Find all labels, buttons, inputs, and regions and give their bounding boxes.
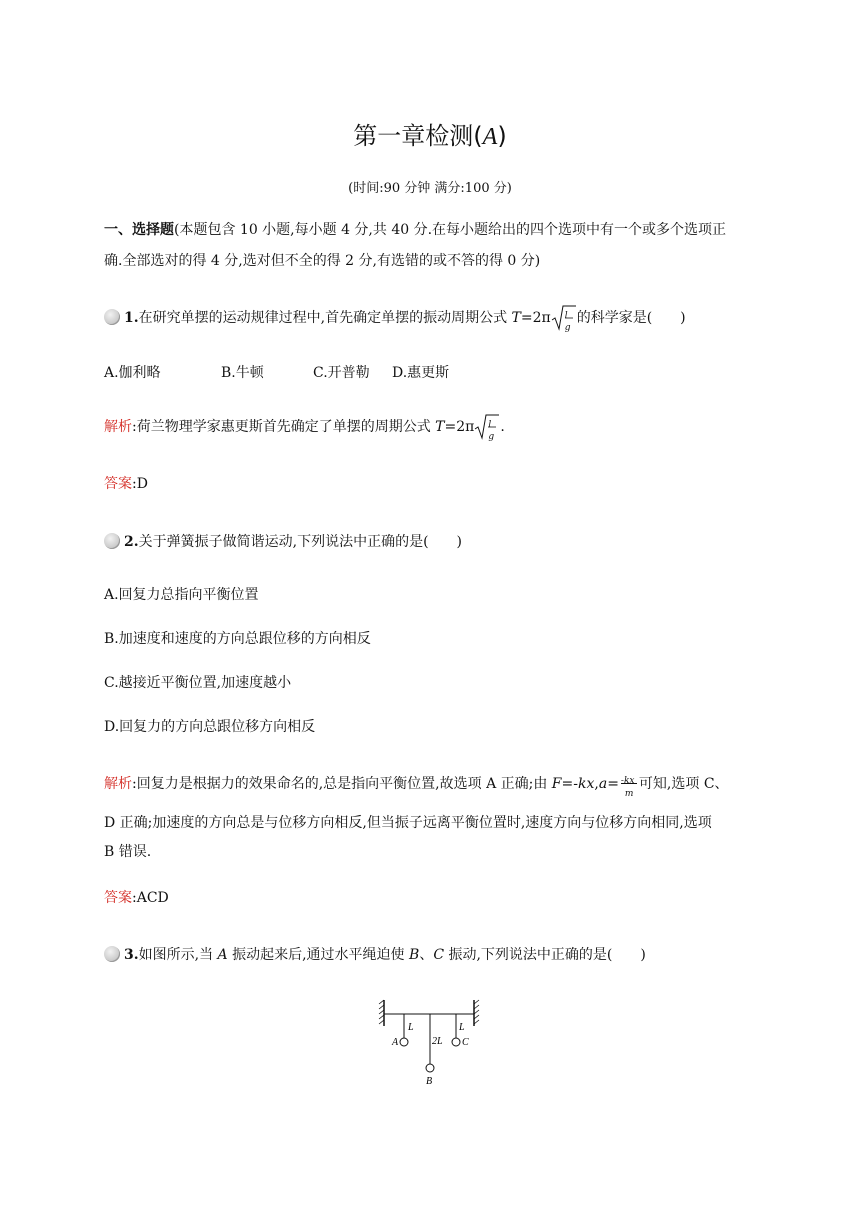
sqrt-formula	[551, 305, 577, 331]
question-bullet-icon	[104, 533, 120, 549]
section-heading	[104, 220, 726, 240]
label-L-right: L	[459, 1022, 465, 1033]
comma: ,	[594, 776, 599, 792]
sqrt-formula	[474, 414, 500, 440]
var-B: B	[409, 947, 420, 963]
frac-denominator: m	[624, 789, 634, 799]
question-bullet-icon	[104, 309, 120, 325]
frac-numerator: l	[488, 420, 492, 430]
title-end: )	[497, 122, 507, 150]
exam-info: (时间:90 分钟 满分:100 分)	[348, 181, 512, 196]
question-number: 1.	[124, 310, 139, 326]
label-B: B	[426, 1076, 433, 1087]
var-A: A	[217, 947, 228, 963]
var-C: C	[433, 947, 445, 963]
question-text-end: 的科学家是( )	[576, 310, 686, 326]
question-text: 、	[419, 947, 434, 963]
answer-value: :D	[132, 476, 148, 492]
label-C: C	[462, 1037, 469, 1048]
analysis-formula-T: T	[435, 419, 445, 435]
var-F: F	[551, 776, 562, 792]
answer-label: 答案	[104, 890, 132, 906]
title-variable: A	[482, 124, 498, 150]
eq-sign: =	[607, 776, 619, 792]
analysis-text: :回复力是根据力的效果命名的,总是指向平衡位置,故选项 A 正确;由	[132, 776, 552, 792]
question-number: 3.	[124, 947, 139, 963]
answer-value: :ACD	[132, 890, 169, 906]
label-2L: 2L	[432, 1036, 443, 1047]
option-c[interactable]: C.越接近平衡位置,加速度越小	[104, 675, 292, 691]
frac-numerator: -kx	[620, 776, 635, 786]
section-desc-line2: 确.全部选对的得 4 分,选对但不全的得 2 分,有选错的或不答的得 0 分)	[104, 253, 541, 269]
label-L-left: L	[408, 1022, 414, 1033]
frac-numerator: l	[564, 311, 568, 321]
analysis-2-line1	[104, 771, 729, 797]
formula-T: T	[511, 310, 521, 326]
option-c[interactable]: C.开普勒	[313, 365, 370, 381]
sqrt-icon	[474, 414, 500, 440]
question-text: 在研究单摆的运动规律过程中,首先确定单摆的振动周期公式	[138, 310, 512, 326]
analysis-end: .	[500, 419, 505, 435]
answer-label: 答案	[104, 476, 132, 492]
question-number: 2.	[124, 534, 139, 550]
question-text: 关于弹簧振子做简谐运动,下列说法中正确的是( )	[138, 534, 462, 550]
question-2	[104, 532, 462, 552]
option-b[interactable]: B.牛顿	[221, 365, 264, 381]
analysis-label: 解析	[104, 776, 132, 792]
eq-sign: =-	[561, 776, 578, 792]
analysis-label: 解析	[104, 419, 132, 435]
pendulum-diagram	[370, 996, 490, 1088]
option-b[interactable]: B.加速度和速度的方向总跟位移的方向相反	[104, 631, 371, 647]
option-a[interactable]: A.伽利略	[104, 365, 161, 381]
question-text: 如图所示,当	[138, 947, 218, 963]
question-3	[104, 945, 646, 965]
page-title	[0, 116, 860, 151]
var-a: a	[598, 776, 608, 792]
section-desc-line1: (本题包含 10 小题,每小题 4 分,共 40 分.在每小题给出的四个选项中有一个或多个选项正	[174, 222, 727, 238]
option-d[interactable]: D.回复力的方向总跟位移方向相反	[104, 719, 316, 735]
var-kx: kx	[577, 776, 595, 792]
frac-denominator: g	[564, 323, 571, 333]
analysis-2-line2: D 正确;加速度的方向总是与位移方向相反,但当振子远离平衡位置时,速度方向与位移方向相同,选项	[104, 815, 712, 831]
section-label: 一、选择题	[104, 222, 174, 238]
fraction	[619, 771, 639, 797]
label-A: A	[392, 1037, 399, 1048]
formula-eq: =2π	[520, 310, 551, 326]
analysis-1	[104, 414, 505, 440]
title-text: 第一章检测(	[353, 122, 483, 150]
option-d[interactable]: D.惠更斯	[392, 365, 450, 381]
answer-2	[104, 887, 169, 907]
sqrt-icon	[551, 305, 577, 331]
analysis-text-end: 可知,选项 C、	[638, 776, 729, 792]
question-1	[104, 305, 686, 331]
question-text-end: 振动,下列说法中正确的是( )	[444, 947, 646, 963]
analysis-formula-eq: =2π	[444, 419, 475, 435]
analysis-2-line3: B 错误.	[104, 844, 152, 860]
analysis-text: :荷兰物理学家惠更斯首先确定了单摆的周期公式	[132, 419, 436, 435]
frac-denominator: g	[488, 432, 495, 442]
question-text: 振动起来后,通过水平绳迫使	[227, 947, 410, 963]
question-bullet-icon	[104, 946, 120, 962]
answer-1	[104, 473, 148, 493]
option-a[interactable]: A.回复力总指向平衡位置	[104, 587, 259, 603]
